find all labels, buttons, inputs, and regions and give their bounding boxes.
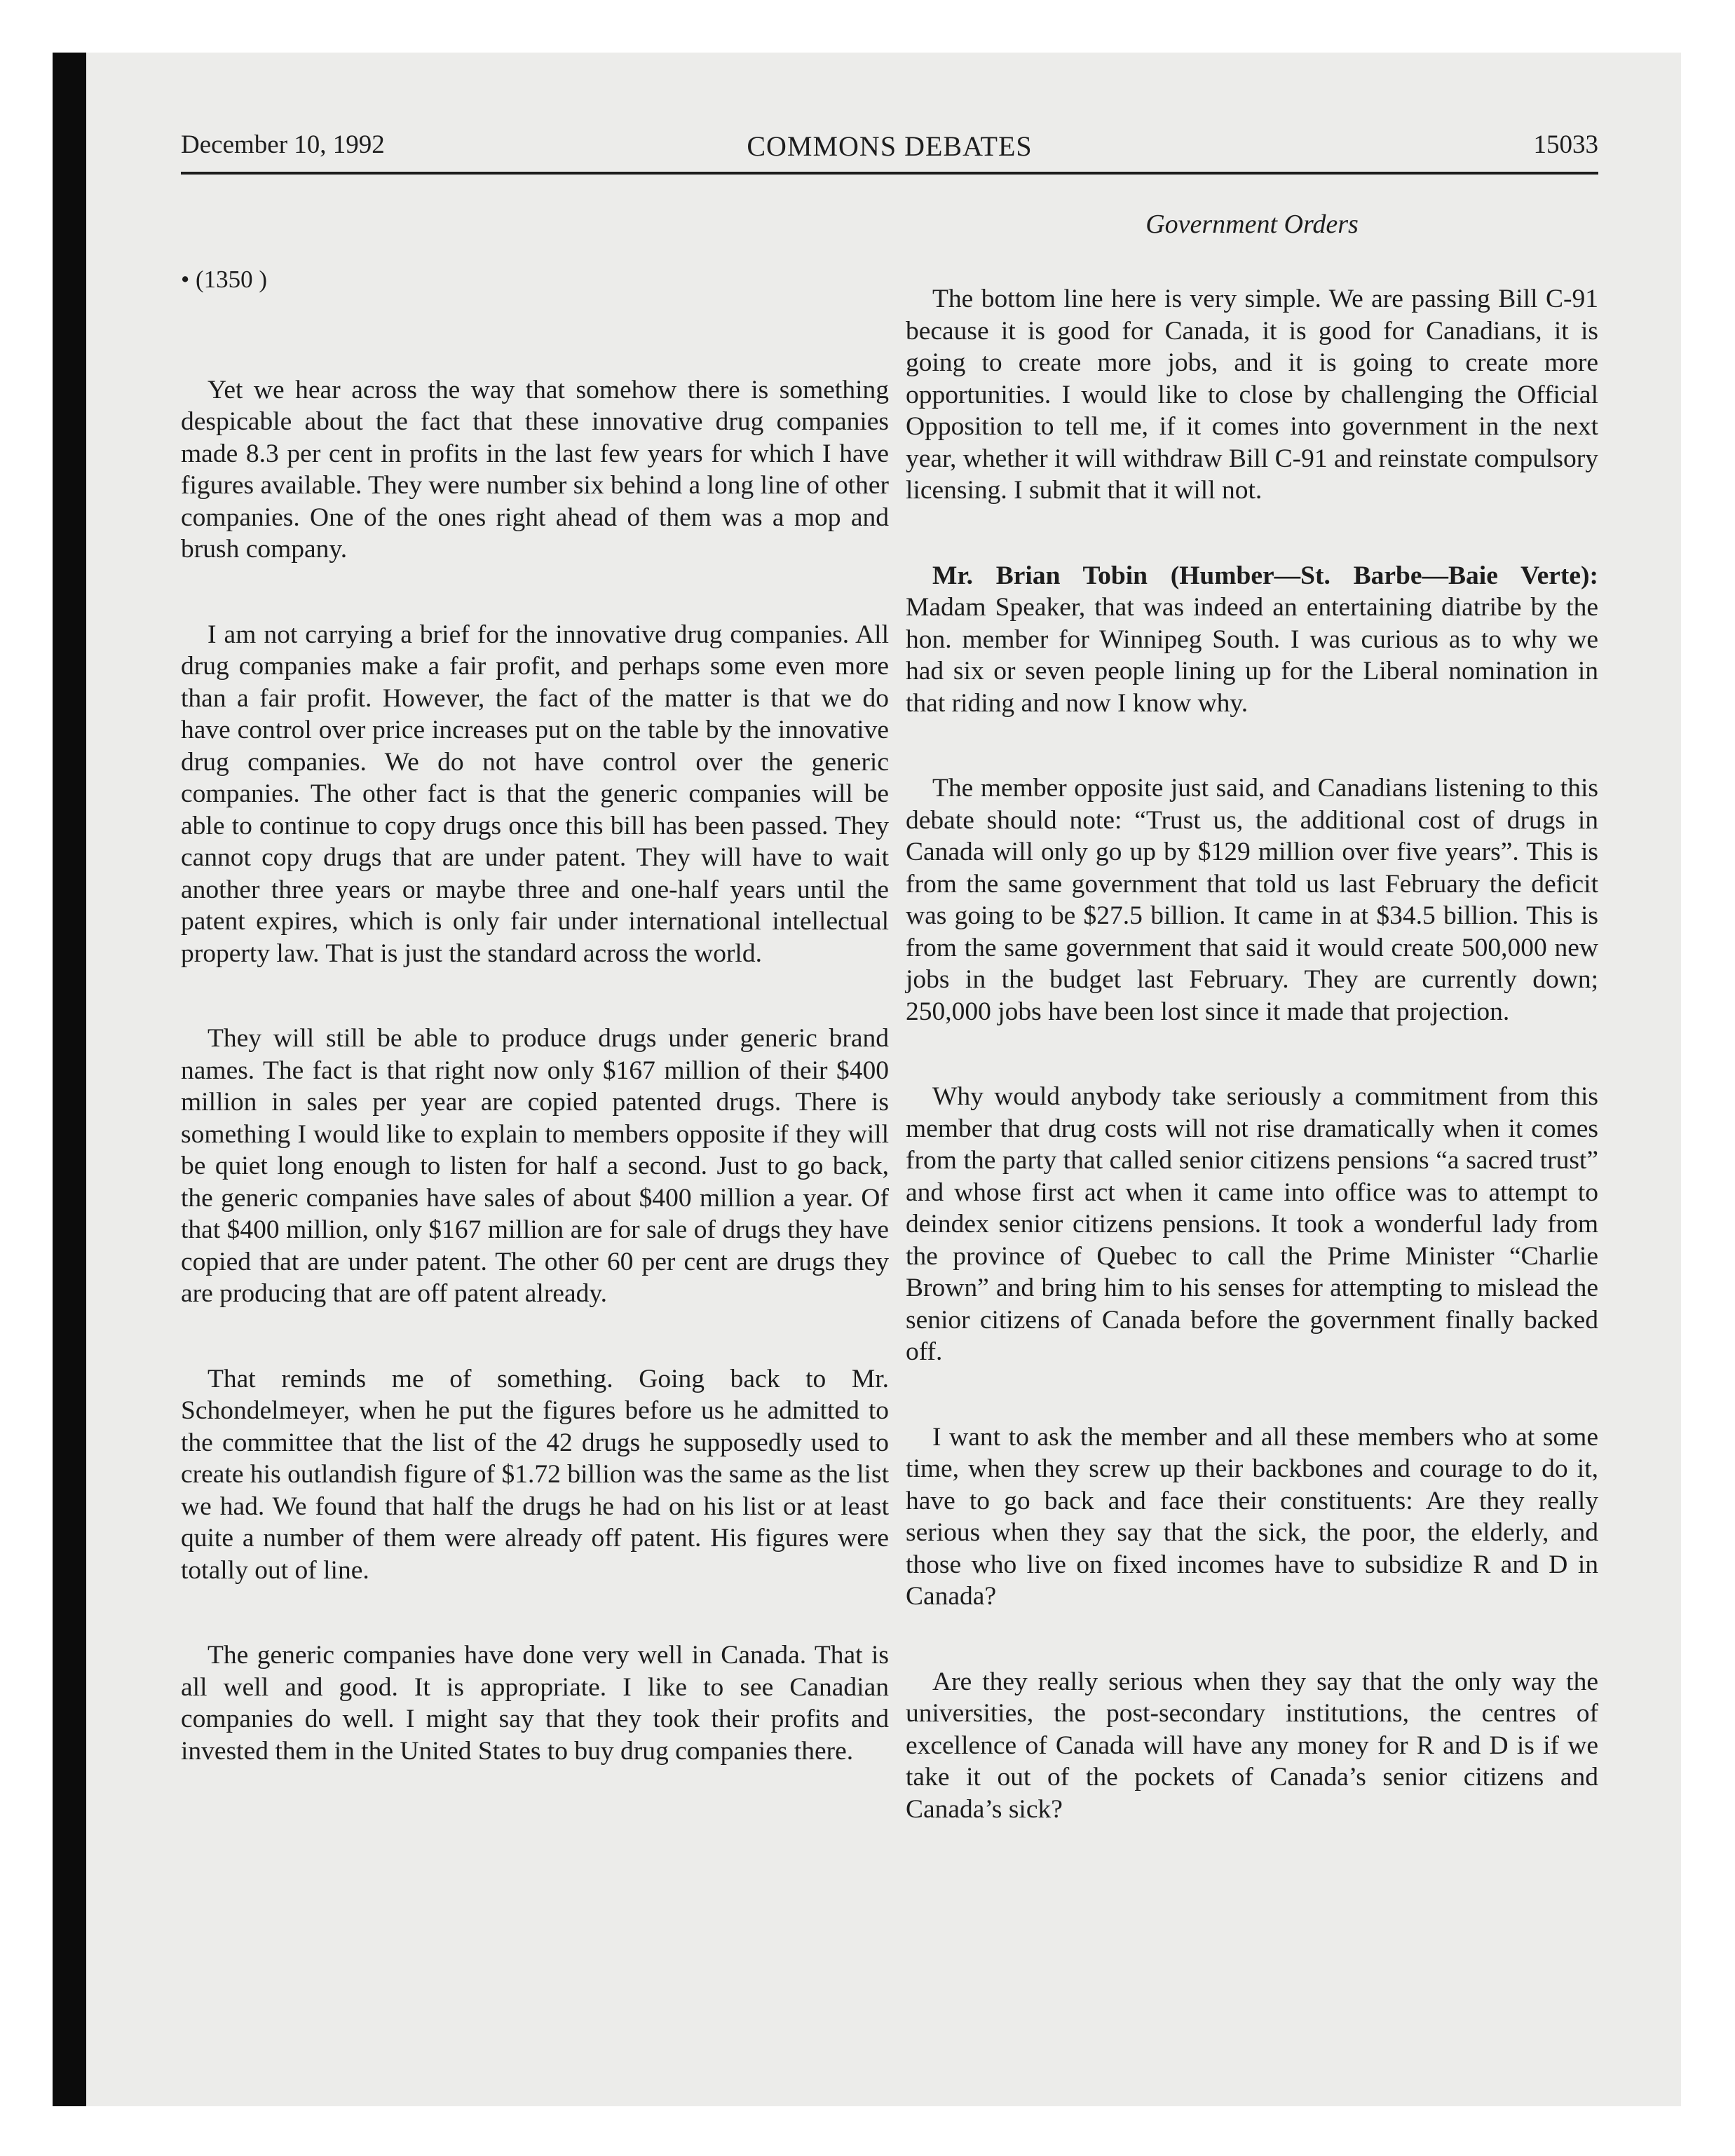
header-rule — [181, 172, 1598, 175]
page-header — [181, 130, 1598, 172]
left-paragraph-1: Yet we hear across the way that somehow there is something despicable about the fact that these innovative drug companies made 8.3 per cent in profits in the last few years for which I have figures available. They were number six behind a long line of other companies. One of the ones right ahead of them was a mop and brush company. — [181, 375, 889, 564]
header-title: COMMONS DEBATES — [747, 130, 1033, 162]
left-paragraph-4: That reminds me of something. Going back to Mr. Schondelmeyer, when he put the figures before us he admitted to the committee that the list of the 42 drugs he supposedly used to create his outlandish figure of $1.72 billion was the same as the list we had. We found that half the drugs he had on his list or at least quite a number of them were already off patent. His figures were totally out of line. — [181, 1364, 889, 1585]
section-heading: Government Orders — [1145, 210, 1359, 239]
speaker-text: Madam Speaker, that was indeed an entertaining diatribe by the hon. member for Winnipeg South. I was curious as to why we had six or seven people lining up for the Liberal nomination in that riding and now I know why. — [906, 593, 1598, 718]
speaker-paragraph — [906, 560, 1598, 720]
right-paragraph-1: The bottom line here is very simple. We are passing Bill C-91 because it is good for Canada, it is good for Canadians, it is going to create more jobs, and it is going to create more opportunities. I would like to close by challenging the Official Opposition to tell me, if it comes into government in the next year, whether it will withdraw Bill C-91 and reinstate compulsory licensing. I submit that it will not. — [906, 285, 1598, 505]
speaker-name: Mr. Brian Tobin (Humber—St. Barbe—Baie Verte): — [932, 561, 1598, 590]
left-paragraph-2: I am not carrying a brief for the innovative drug companies. All drug companies make a fair profit, and perhaps some even more than a fair profit. However, the fact of the matter is that we do have control over price increases put on the table by the innovative drug companies. We do not have control over the generic companies. The other fact is that the generic companies will be able to continue to copy drugs once this bill has been passed. They cannot copy drugs that are under patent. They will have to wait another three years or maybe three and one-half years until the patent expires, which is only fair under international intellectual property law. That is just the standard across the world. — [181, 620, 889, 968]
right-paragraph-5: I want to ask the member and all these members who at some time, when they screw up their backbones and courage to do it, have to go back and face their constituents: Are they really serious when they say that the sick, the poor, the elderly, and those who live on fixed incomes have to subsidize R and D in Canada? — [906, 1422, 1598, 1611]
right-paragraph-3: The member opposite just said, and Canadians listening to this debate should note: “Trust us, the additional cost of drugs in Canada will only go up by $129 million over five years”. This is from the same government that told us last February the deficit was going to be $27.5 billion. It came in at $34.5 billion. This is from the same government that said it would create 500,000 new jobs in the budget last February. They are currently down; 250,000 jobs have been lost since it made that projection. — [906, 774, 1598, 1026]
right-paragraph-6: Are they really serious when they say that the only way the universities, the post-secondary institutions, the centres of excellence of Canada will have any money for R and D is if we take it out of the pockets of Canada’s senior citizens and Canada’s sick? — [906, 1667, 1598, 1824]
time-marker: • (1350 ) — [181, 266, 268, 293]
header-date: December 10, 1992 — [181, 130, 385, 159]
left-column — [181, 210, 889, 1820]
left-paragraph-3: They will still be able to produce drugs under generic brand names. The fact is that right now only $167 million of their $400 million in sales per year are copied patented drugs. There is something I would like to explain to members opposite if they will be quiet long enough to listen for half a second. Just to go back, the generic companies have sales of about $400 million a year. Of that $400 million, only $167 million are for sale of drugs they have copied that are under patent. The other 60 per cent are drugs they are producing that are off patent already. — [181, 1024, 889, 1308]
left-paragraph-5: The generic companies have done very well in Canada. That is all well and good. It is appropriate. I like to see Canadian companies do well. I might say that they took their profits and invested them in the United States to buy drug companies there. — [181, 1641, 889, 1766]
right-paragraph-4: Why would anybody take seriously a commitment from this member that drug costs will not rise dramatically when it comes from the party that called senior citizens pensions “a sacred trust” and whose first act when it came into office was to attempt to deindex senior citizens pensions. It took a wonderful lady from the province of Quebec to call the Prime Minister “Charlie Brown” and bring him to his senses for attempting to mislead the senior citizens of Canada before the government finally backed off. — [906, 1082, 1598, 1366]
right-column — [906, 210, 1598, 1878]
scan-border — [53, 53, 86, 2106]
header-page-number: 15033 — [1533, 130, 1598, 159]
